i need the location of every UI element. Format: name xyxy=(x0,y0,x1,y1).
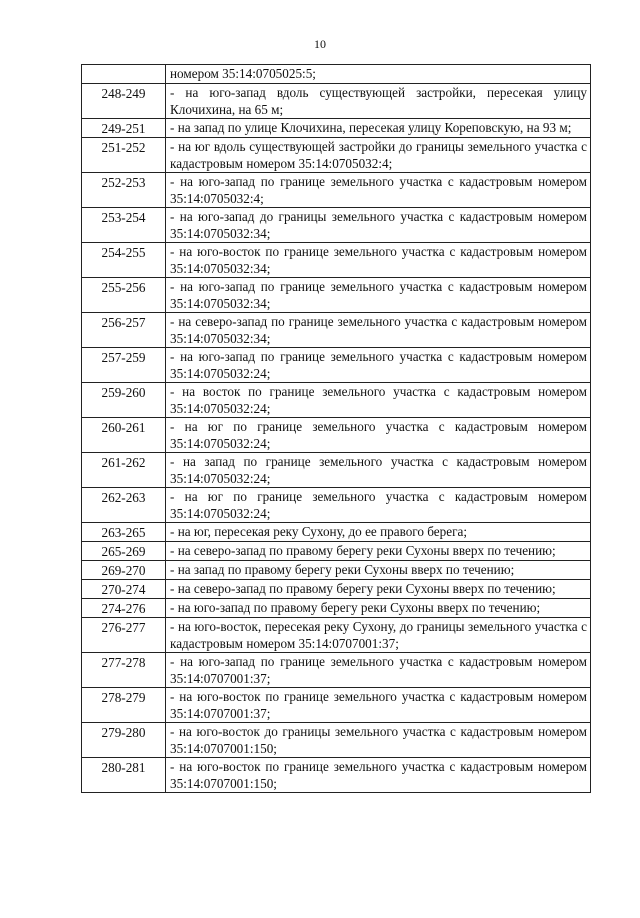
table-row xyxy=(82,723,591,758)
description-cell: - на северо-запад по правому берегу реки Сухоны вверх по течению; xyxy=(166,580,591,599)
points-cell: 277-278 xyxy=(82,653,166,688)
description-cell: - на северо-запад по правому берегу реки Сухоны вверх по течению; xyxy=(166,542,591,561)
description-cell: - на юго-запад до границы земельного участка с кадастровым номером 35:14:0705032:34; xyxy=(166,208,591,243)
table-row xyxy=(82,278,591,313)
points-cell: 280-281 xyxy=(82,758,166,793)
points-cell: 248-249 xyxy=(82,84,166,119)
table-row xyxy=(82,173,591,208)
table-row xyxy=(82,688,591,723)
table-row xyxy=(82,599,591,618)
description-cell: - на юг, пересекая реку Сухону, до ее правого берега; xyxy=(166,523,591,542)
description-cell: номером 35:14:0705025:5; xyxy=(166,65,591,84)
description-cell: - на юго-восток по границе земельного участка с кадастровым номером 35:14:0705032:34; xyxy=(166,243,591,278)
description-cell: - на юго-запад по границе земельного участка с кадастровым номером 35:14:0705032:4; xyxy=(166,173,591,208)
table-row xyxy=(82,119,591,138)
table-row xyxy=(82,383,591,418)
points-cell: 274-276 xyxy=(82,599,166,618)
description-cell: - на юго-запад по границе земельного участка с кадастровым номером 35:14:0705032:24; xyxy=(166,348,591,383)
table-row xyxy=(82,348,591,383)
points-cell: 270-274 xyxy=(82,580,166,599)
description-cell: - на юг по границе земельного участка с кадастровым номером 35:14:0705032:24; xyxy=(166,418,591,453)
page-number: 10 xyxy=(314,37,326,51)
table-row xyxy=(82,542,591,561)
table-row xyxy=(82,561,591,580)
description-cell: - на восток по границе земельного участка с кадастровым номером 35:14:0705032:24; xyxy=(166,383,591,418)
table-row xyxy=(82,138,591,173)
points-cell: 259-260 xyxy=(82,383,166,418)
points-cell: 278-279 xyxy=(82,688,166,723)
points-cell: 257-259 xyxy=(82,348,166,383)
table-row xyxy=(82,580,591,599)
description-cell: - на юго-восток до границы земельного участка с кадастровым номером 35:14:0707001:150; xyxy=(166,723,591,758)
description-cell: - на северо-запад по границе земельного участка с кадастровым номером 35:14:0705032:34; xyxy=(166,313,591,348)
table-row xyxy=(82,84,591,119)
table-row xyxy=(82,243,591,278)
table-row xyxy=(82,618,591,653)
description-cell: - на юго-запад вдоль существующей застройки, пересекая улицу Клочихина, на 65 м; xyxy=(166,84,591,119)
points-cell: 265-269 xyxy=(82,542,166,561)
points-cell xyxy=(82,65,166,84)
description-cell: - на юго-восток по границе земельного участка с кадастровым номером 35:14:0707001:150; xyxy=(166,758,591,793)
points-cell: 251-252 xyxy=(82,138,166,173)
points-cell: 253-254 xyxy=(82,208,166,243)
description-cell: - на юг по границе земельного участка с кадастровым номером 35:14:0705032:24; xyxy=(166,488,591,523)
points-cell: 261-262 xyxy=(82,453,166,488)
table-row xyxy=(82,488,591,523)
table-row xyxy=(82,313,591,348)
table-row xyxy=(82,653,591,688)
points-cell: 263-265 xyxy=(82,523,166,542)
table-row xyxy=(82,208,591,243)
table-row xyxy=(82,758,591,793)
boundary-table xyxy=(81,64,591,793)
description-cell: - на юго-запад по границе земельного участка с кадастровым номером 35:14:0705032:34; xyxy=(166,278,591,313)
description-cell: - на запад по правому берегу реки Сухоны вверх по течению; xyxy=(166,561,591,580)
description-cell: - на юго-восток по границе земельного участка с кадастровым номером 35:14:0707001:37; xyxy=(166,688,591,723)
points-cell: 256-257 xyxy=(82,313,166,348)
points-cell: 276-277 xyxy=(82,618,166,653)
description-cell: - на юго-запад по границе земельного участка с кадастровым номером 35:14:0707001:37; xyxy=(166,653,591,688)
points-cell: 254-255 xyxy=(82,243,166,278)
points-cell: 279-280 xyxy=(82,723,166,758)
description-cell: - на запад по границе земельного участка с кадастровым номером 35:14:0705032:24; xyxy=(166,453,591,488)
points-cell: 260-261 xyxy=(82,418,166,453)
boundary-table-body xyxy=(82,65,591,793)
description-cell: - на юго-восток, пересекая реку Сухону, до границы земельного участка с кадастровым номером 35:14:0707001:37; xyxy=(166,618,591,653)
points-cell: 269-270 xyxy=(82,561,166,580)
points-cell: 249-251 xyxy=(82,119,166,138)
continuation-row xyxy=(82,65,591,84)
points-cell: 252-253 xyxy=(82,173,166,208)
description-cell: - на запад по улице Клочихина, пересекая улицу Кореповскую, на 93 м; xyxy=(166,119,591,138)
description-cell: - на юг вдоль существующей застройки до границы земельного участка с кадастровым номером 35:14:0705032:4; xyxy=(166,138,591,173)
table-row xyxy=(82,418,591,453)
table-row xyxy=(82,453,591,488)
points-cell: 262-263 xyxy=(82,488,166,523)
table-row xyxy=(82,523,591,542)
points-cell: 255-256 xyxy=(82,278,166,313)
description-cell: - на юго-запад по правому берегу реки Сухоны вверх по течению; xyxy=(166,599,591,618)
